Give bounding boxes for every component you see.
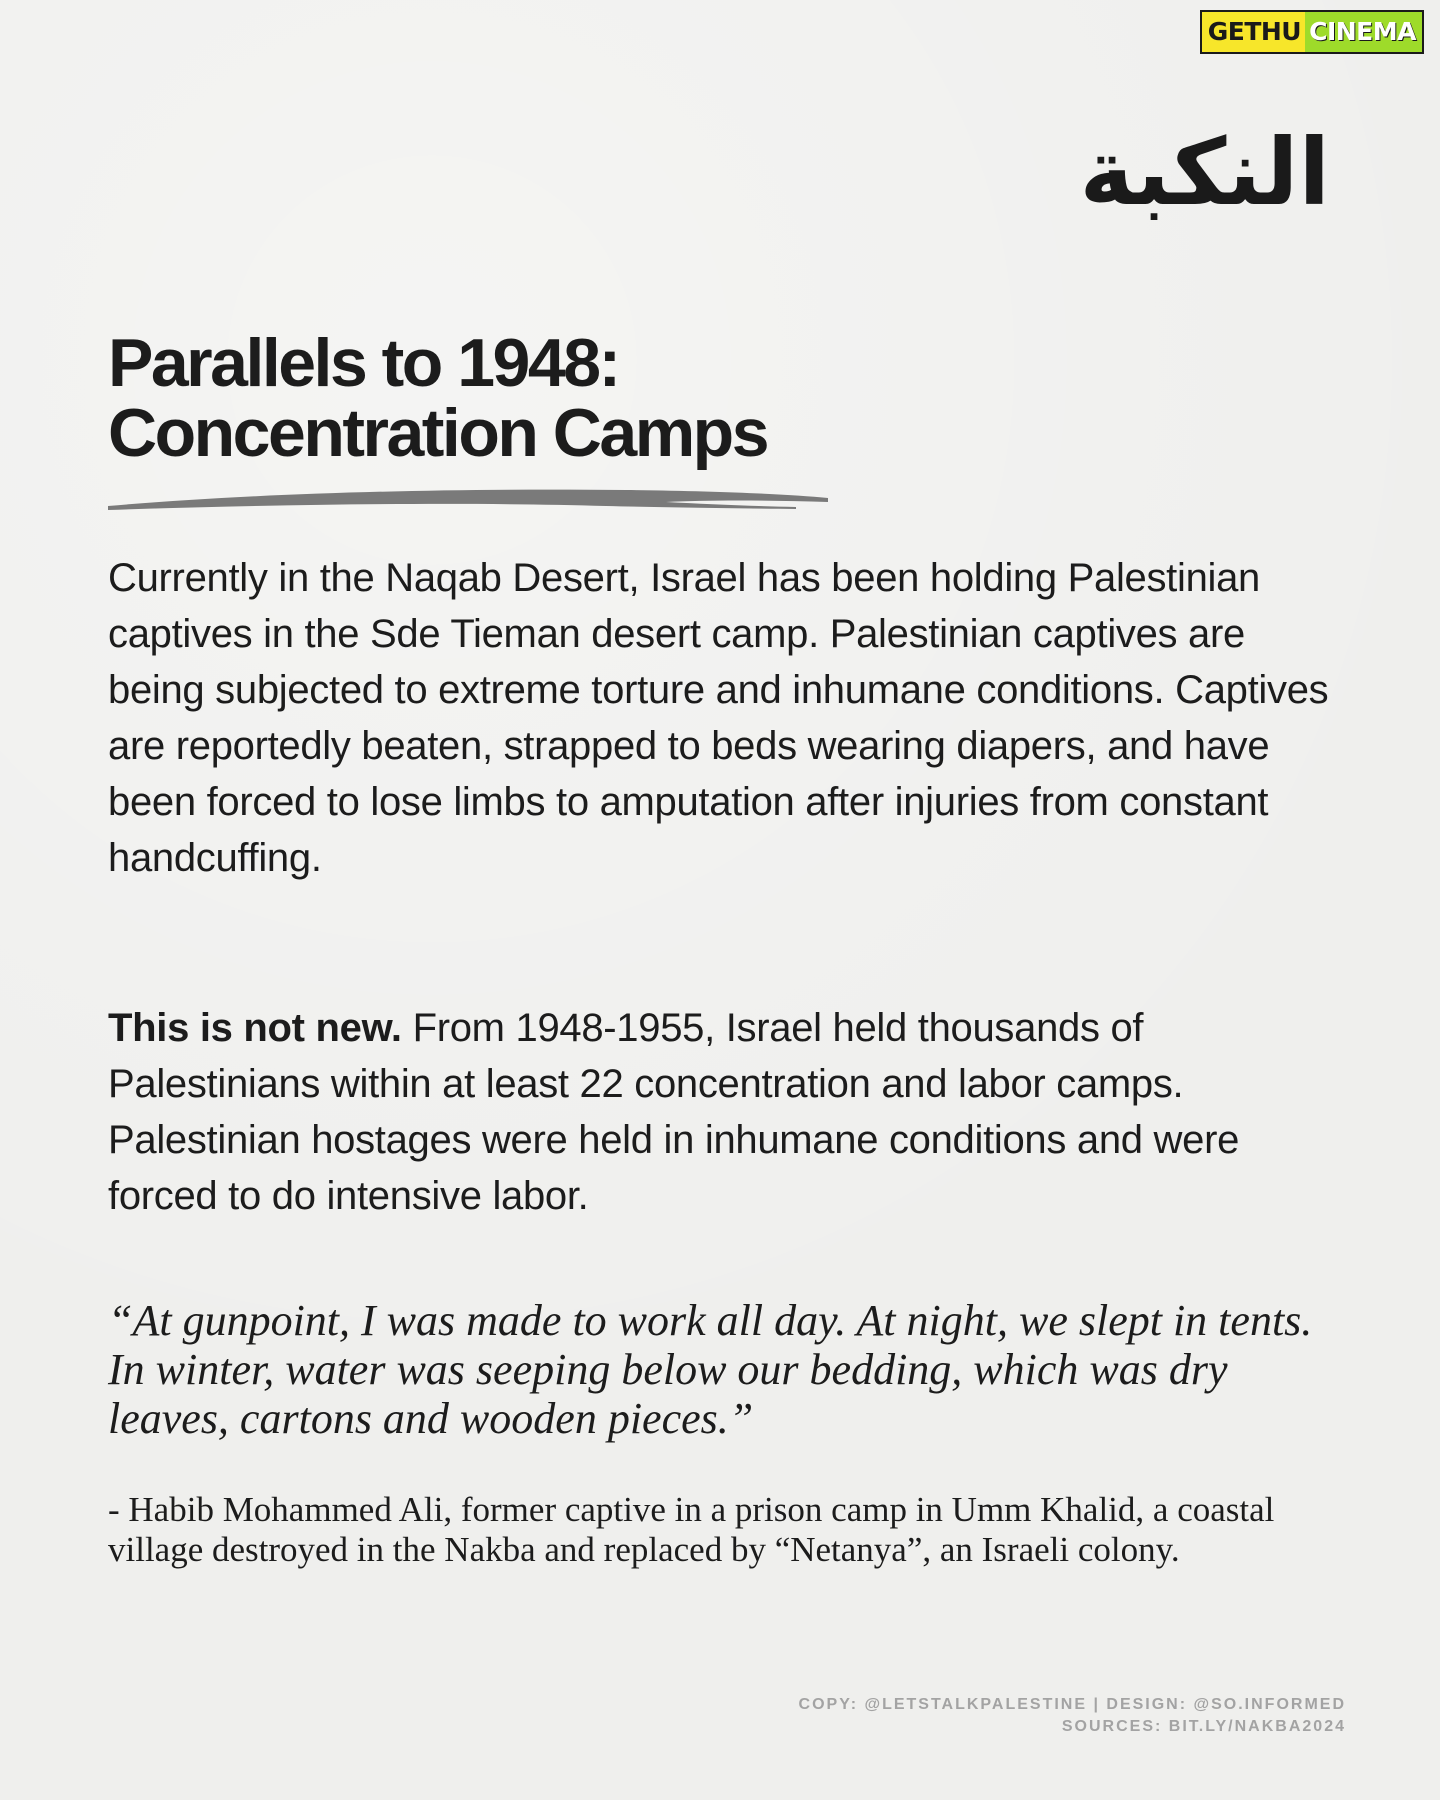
underline-stroke	[108, 490, 828, 510]
body-paragraph-1: Currently in the Naqab Desert, Israel has been holding Palestinian captives in the Sde Tieman desert camp. Palestinian captives are being subjected to extreme torture and inhumane conditions. Captives are reportedly beaten, strapped to beds wearing diapers, and have been forced to lose limbs to amputation after injuries from constant handcuffing.	[108, 556, 1329, 880]
paragraph-2-lead: This is not new.	[108, 1006, 402, 1050]
watermark-right: CINEMA	[1305, 12, 1422, 52]
page-title	[108, 325, 1108, 471]
brush-underline-decoration	[106, 480, 831, 514]
arabic-title: النكبة	[1079, 119, 1330, 226]
watermark-logo	[1200, 10, 1424, 54]
quote-attribution: - Habib Mohammed Ali, former captive in a prison camp in Umm Khalid, a coastal village destroyed in the Nakba and replaced by “Netanya”, an Israeli colony.	[108, 1490, 1275, 1569]
credits	[799, 1694, 1346, 1738]
watermark-left: GETHU	[1202, 12, 1305, 52]
paragraph-2-text: From 1948-1955, Israel held thousands of Palestinians within at least 22 concentration and labor camps. Palestinian hostages were held in inhumane conditions and were forced to do intensive labor.	[108, 1006, 1240, 1218]
body-paragraph-2	[108, 1000, 1338, 1224]
credits-line-2: SOURCES: BIT.LY/NAKBA2024	[1061, 1718, 1346, 1735]
page-title-line-1: Parallels to 1948:	[108, 325, 619, 401]
page-title-line-2: Concentration Camps	[108, 395, 768, 471]
quote-text: “At gunpoint, I was made to work all day. At night, we slept in tents. In winter, water was seeping below our bedding, which was dry leaves, cartons and wooden pieces.”	[108, 1296, 1313, 1443]
credits-line-1: COPY: @LETSTALKPALESTINE | DESIGN: @SO.INFORMED	[798, 1696, 1346, 1713]
